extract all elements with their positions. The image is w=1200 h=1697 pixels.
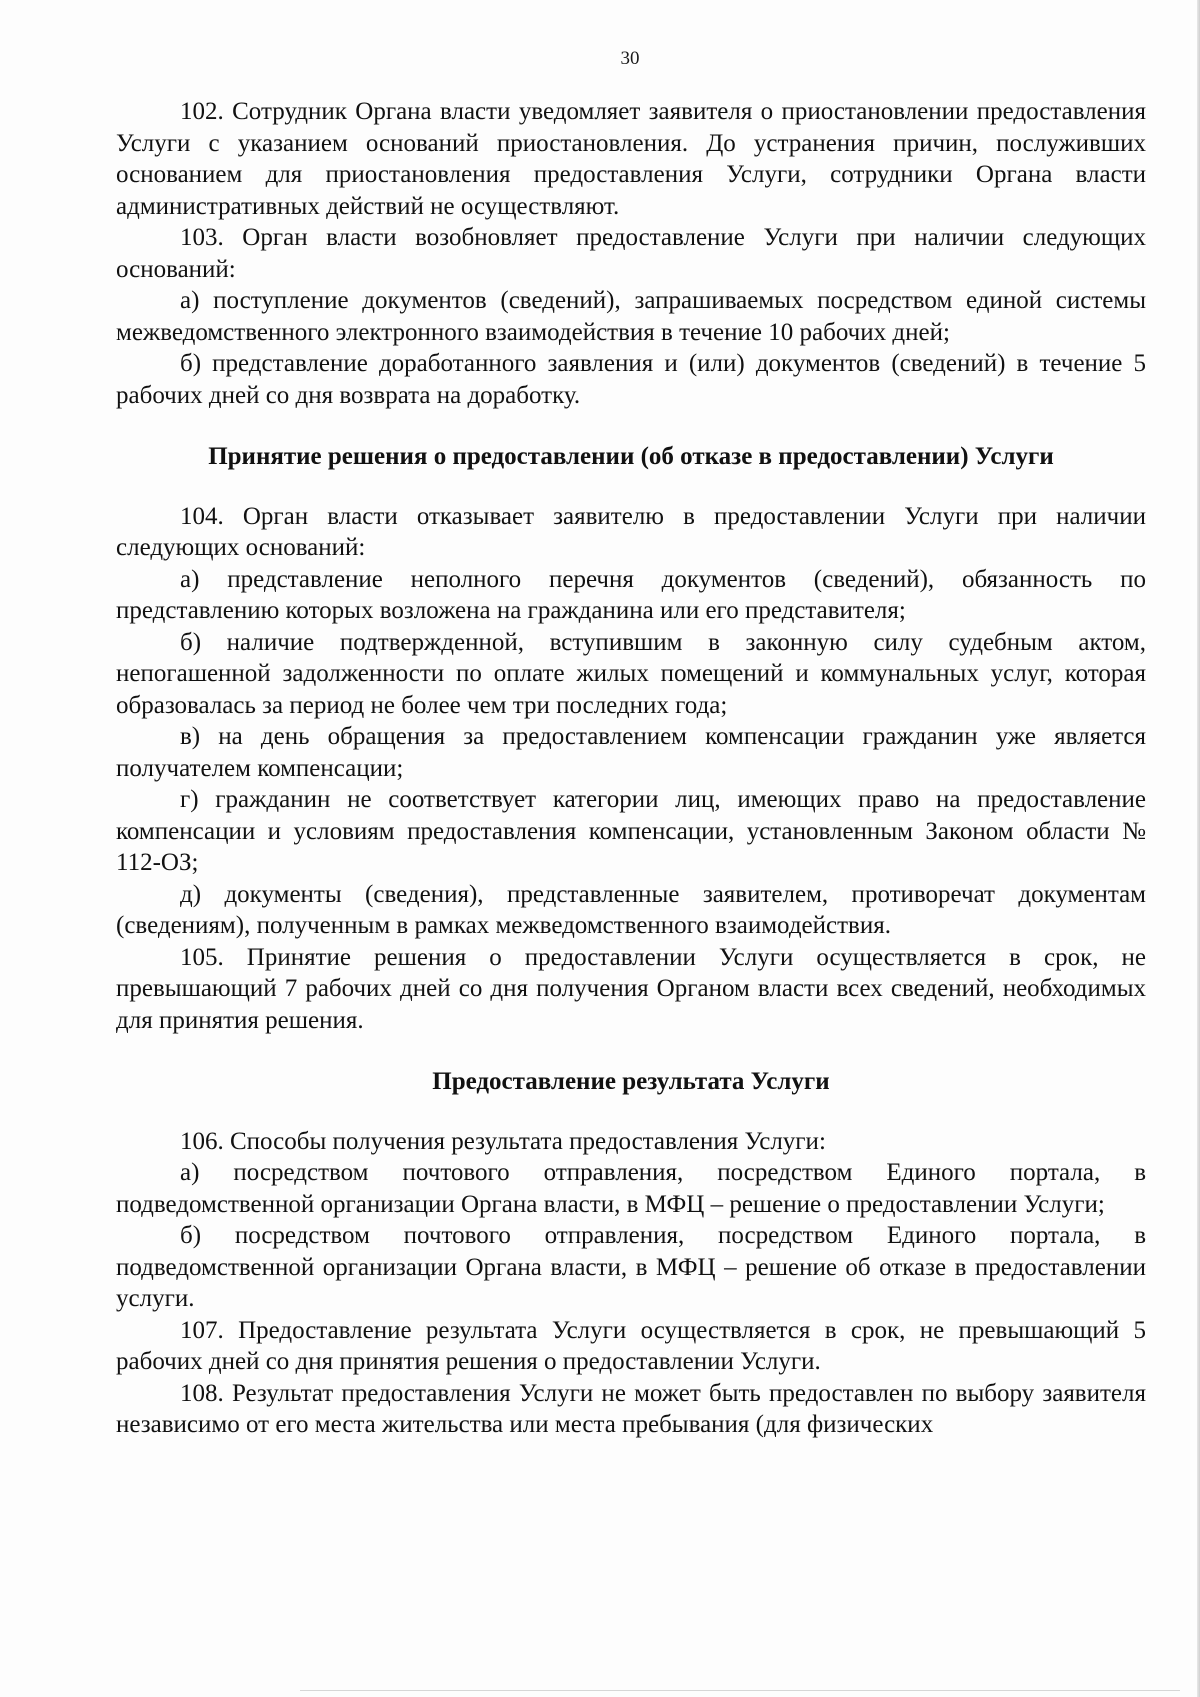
document-body bbox=[116, 96, 1146, 1441]
paragraph-104-g: г) гражданин не соответствует категории лиц, имеющих право на предоставление компенсации и условиям предоставления компенсации, установленным Законом области № 112-ОЗ; bbox=[116, 786, 1146, 876]
paragraph-108: 108. Результат предоставления Услуги не может быть предоставлен по выбору заявителя независимо от его места жительства или места пребывания (для физических bbox=[116, 1379, 1146, 1438]
paragraph-104-d: д) документы (сведения), представленные заявителем, противоречат документам (сведениям), полученным в рамках межведомственного взаимодействия. bbox=[116, 880, 1146, 939]
spacer bbox=[116, 473, 1146, 501]
paragraph-104-a: а) представление неполного перечня документов (сведений), обязанность по представлению которых возложена на гражданина или его представителя; bbox=[116, 565, 1146, 624]
paragraph-103: 103. Орган власти возобновляет предоставление Услуги при наличии следующих оснований: bbox=[116, 224, 1146, 283]
paragraph-107: 107. Предоставление результата Услуги осуществляется в срок, не превышающий 5 рабочих дней со дня принятия решения о предоставлении Услуги. bbox=[116, 1316, 1146, 1375]
paragraph-103-a: а) поступление документов (сведений), запрашиваемых посредством единой системы межведомственного электронного взаимодействия в течение 10 рабочих дней; bbox=[116, 287, 1146, 346]
paragraph-106-a: а) посредством почтового отправления, посредством Единого портала, в подведомственной организации Органа власти, в МФЦ – решение о предоставлении Услуги; bbox=[116, 1159, 1146, 1218]
paragraph-102: 102. Сотрудник Органа власти уведомляет заявителя о приостановлении предоставления Услуги с указанием оснований приостановления. До устранения причин, послуживших основанием для приостановления предоставления Услуги, сотрудники Органа власти административных действий не осуществляют. bbox=[116, 98, 1146, 220]
paragraph-106-b: б) посредством почтового отправления, посредством Единого портала, в подведомственной организации Органа власти, в МФЦ – решение об отказе в предоставлении услуги. bbox=[116, 1222, 1146, 1312]
section-heading-decision: Принятие решения о предоставлении (об отказе в предоставлении) Услуги bbox=[208, 443, 1054, 470]
paragraph-104-b: б) наличие подтвержденной, вступившим в законную силу судебным актом, непогашенной задолженности по оплате жилых помещений и коммунальных услуг, которая образовалась за период не более чем три последних года; bbox=[116, 628, 1146, 719]
page-number: 30 bbox=[620, 48, 640, 69]
paragraph-104-v: в) на день обращения за предоставлением компенсации гражданин уже является получателем компенсации; bbox=[116, 723, 1146, 782]
paragraph-103-b: б) представление доработанного заявления и (или) документов (сведений) в течение 5 рабочих дней со дня возврата на доработку. bbox=[116, 350, 1146, 409]
spacer bbox=[116, 1098, 1146, 1126]
spacer bbox=[116, 411, 1146, 441]
spacer bbox=[116, 1036, 1146, 1066]
scan-artifact-line bbox=[300, 1690, 1180, 1691]
paragraph-104: 104. Орган власти отказывает заявителю в предоставлении Услуги при наличии следующих оснований: bbox=[116, 502, 1146, 561]
paragraph-106: 106. Способы получения результата предоставления Услуги: bbox=[180, 1127, 826, 1155]
paragraph-105: 105. Принятие решения о предоставлении Услуги осуществляется в срок, не превышающий 7 рабочих дней со дня получения Органом власти всех сведений, необходимых для принятия решения. bbox=[116, 943, 1146, 1034]
section-heading-result: Предоставление результата Услуги bbox=[432, 1068, 830, 1095]
